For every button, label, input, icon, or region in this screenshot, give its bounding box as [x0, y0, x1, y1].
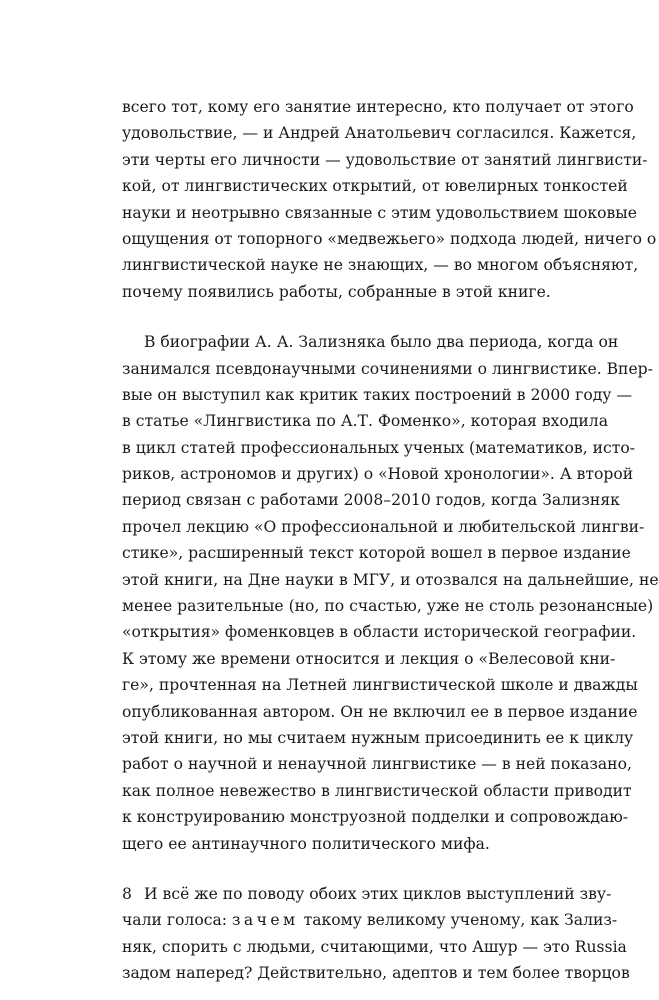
text-line: к конструированию монструозной подделки и сопровождаю- [122, 808, 629, 827]
text-line: «открытия» фоменковцев в области исторической географии. [122, 623, 637, 642]
text-line: вые он выступил как критик таких построений в 2000 году — [122, 385, 633, 404]
page-number: 8 [122, 885, 132, 903]
text-line: этой книги, но мы считаем нужным присоединить ее к циклу [122, 728, 634, 747]
text-fragment: чали голоса: [122, 911, 227, 930]
text-line: период связан с работами 2008–2010 годов, когда Зализняк [122, 491, 620, 510]
text-line-with-emphasis [122, 907, 618, 933]
paragraph-gap [122, 857, 530, 881]
text-line: работ о научной и ненаучной лингвистике — в ней показано, [122, 755, 632, 774]
paragraph-3 [122, 881, 630, 987]
text-line: всего тот, кому его занятие интересно, кто получает от этого [122, 98, 634, 116]
text-line: кой, от лингвистических открытий, от ювелирных тонкостей [122, 177, 628, 196]
text-line: в цикл статей профессиональных ученых (математиков, исто- [122, 438, 636, 457]
text-line: стике», расширенный текст которой вошел в первое издание [122, 544, 631, 563]
text-line: В биографии А. А. Зализняка было два периода, когда он [144, 333, 619, 352]
text-line: прочел лекцию «О профессиональной и любительской лингви- [122, 517, 645, 536]
paragraph-2 [122, 329, 659, 857]
text-line: задом наперед? Действительно, адептов и тем более творцов [122, 964, 630, 983]
paragraph-gap [122, 305, 530, 329]
text-line: как полное невежество в лингвистической области приводит [122, 781, 632, 800]
text-line: ощущения от топорного «медвежьего» подхода людей, ничего о [122, 229, 657, 248]
text-line: удовольствие, — и Андрей Анатольевич согласился. Кажется, [122, 124, 637, 143]
text-line: няк, спорить с людьми, считающими, что Ашур — это Russia [122, 937, 627, 956]
text-line: щего ее антинаучного политического мифа. [122, 834, 490, 853]
text-line: этой книги, на Дне науки в МГУ, и отозвался на дальнейшие, не [122, 570, 659, 589]
text-line: науки и неотрывно связанные с этим удовольствием шоковые [122, 203, 637, 222]
body-text [122, 94, 659, 987]
text-line: эти черты его личности — удовольствие от занятий лингвисти- [122, 150, 648, 169]
paragraph-1 [122, 94, 657, 305]
text-line: И всё же по поводу обоих этих циклов выступлений зву- [144, 884, 612, 903]
emphasized-word: зачем [231, 911, 299, 930]
text-line: К этому же времени относится и лекция о «Велесовой кни- [122, 649, 616, 668]
text-line: опубликованная автором. Он не включил ее в первое издание [122, 702, 638, 721]
text-line: почему появились работы, собранные в этой книге. [122, 282, 551, 301]
text-line: в статье «Лингвистика по А.Т. Фоменко», которая входила [122, 412, 609, 431]
text-line: менее разительные (но, по счастью, уже не столь резонансные) [122, 597, 654, 616]
text-line: лингвистической науке не знающих, — во многом объясняют, [122, 256, 639, 275]
text-line: занимался псевдонаучными сочинениями о лингвистике. Впер- [122, 359, 653, 378]
text-fragment: такому великому ученому, как Зализ- [303, 911, 618, 930]
text-line: риков, астрономов и других) о «Новой хронологии». А второй [122, 465, 634, 484]
text-line: ге», прочтенная на Летней лингвистической школе и дважды [122, 676, 638, 695]
